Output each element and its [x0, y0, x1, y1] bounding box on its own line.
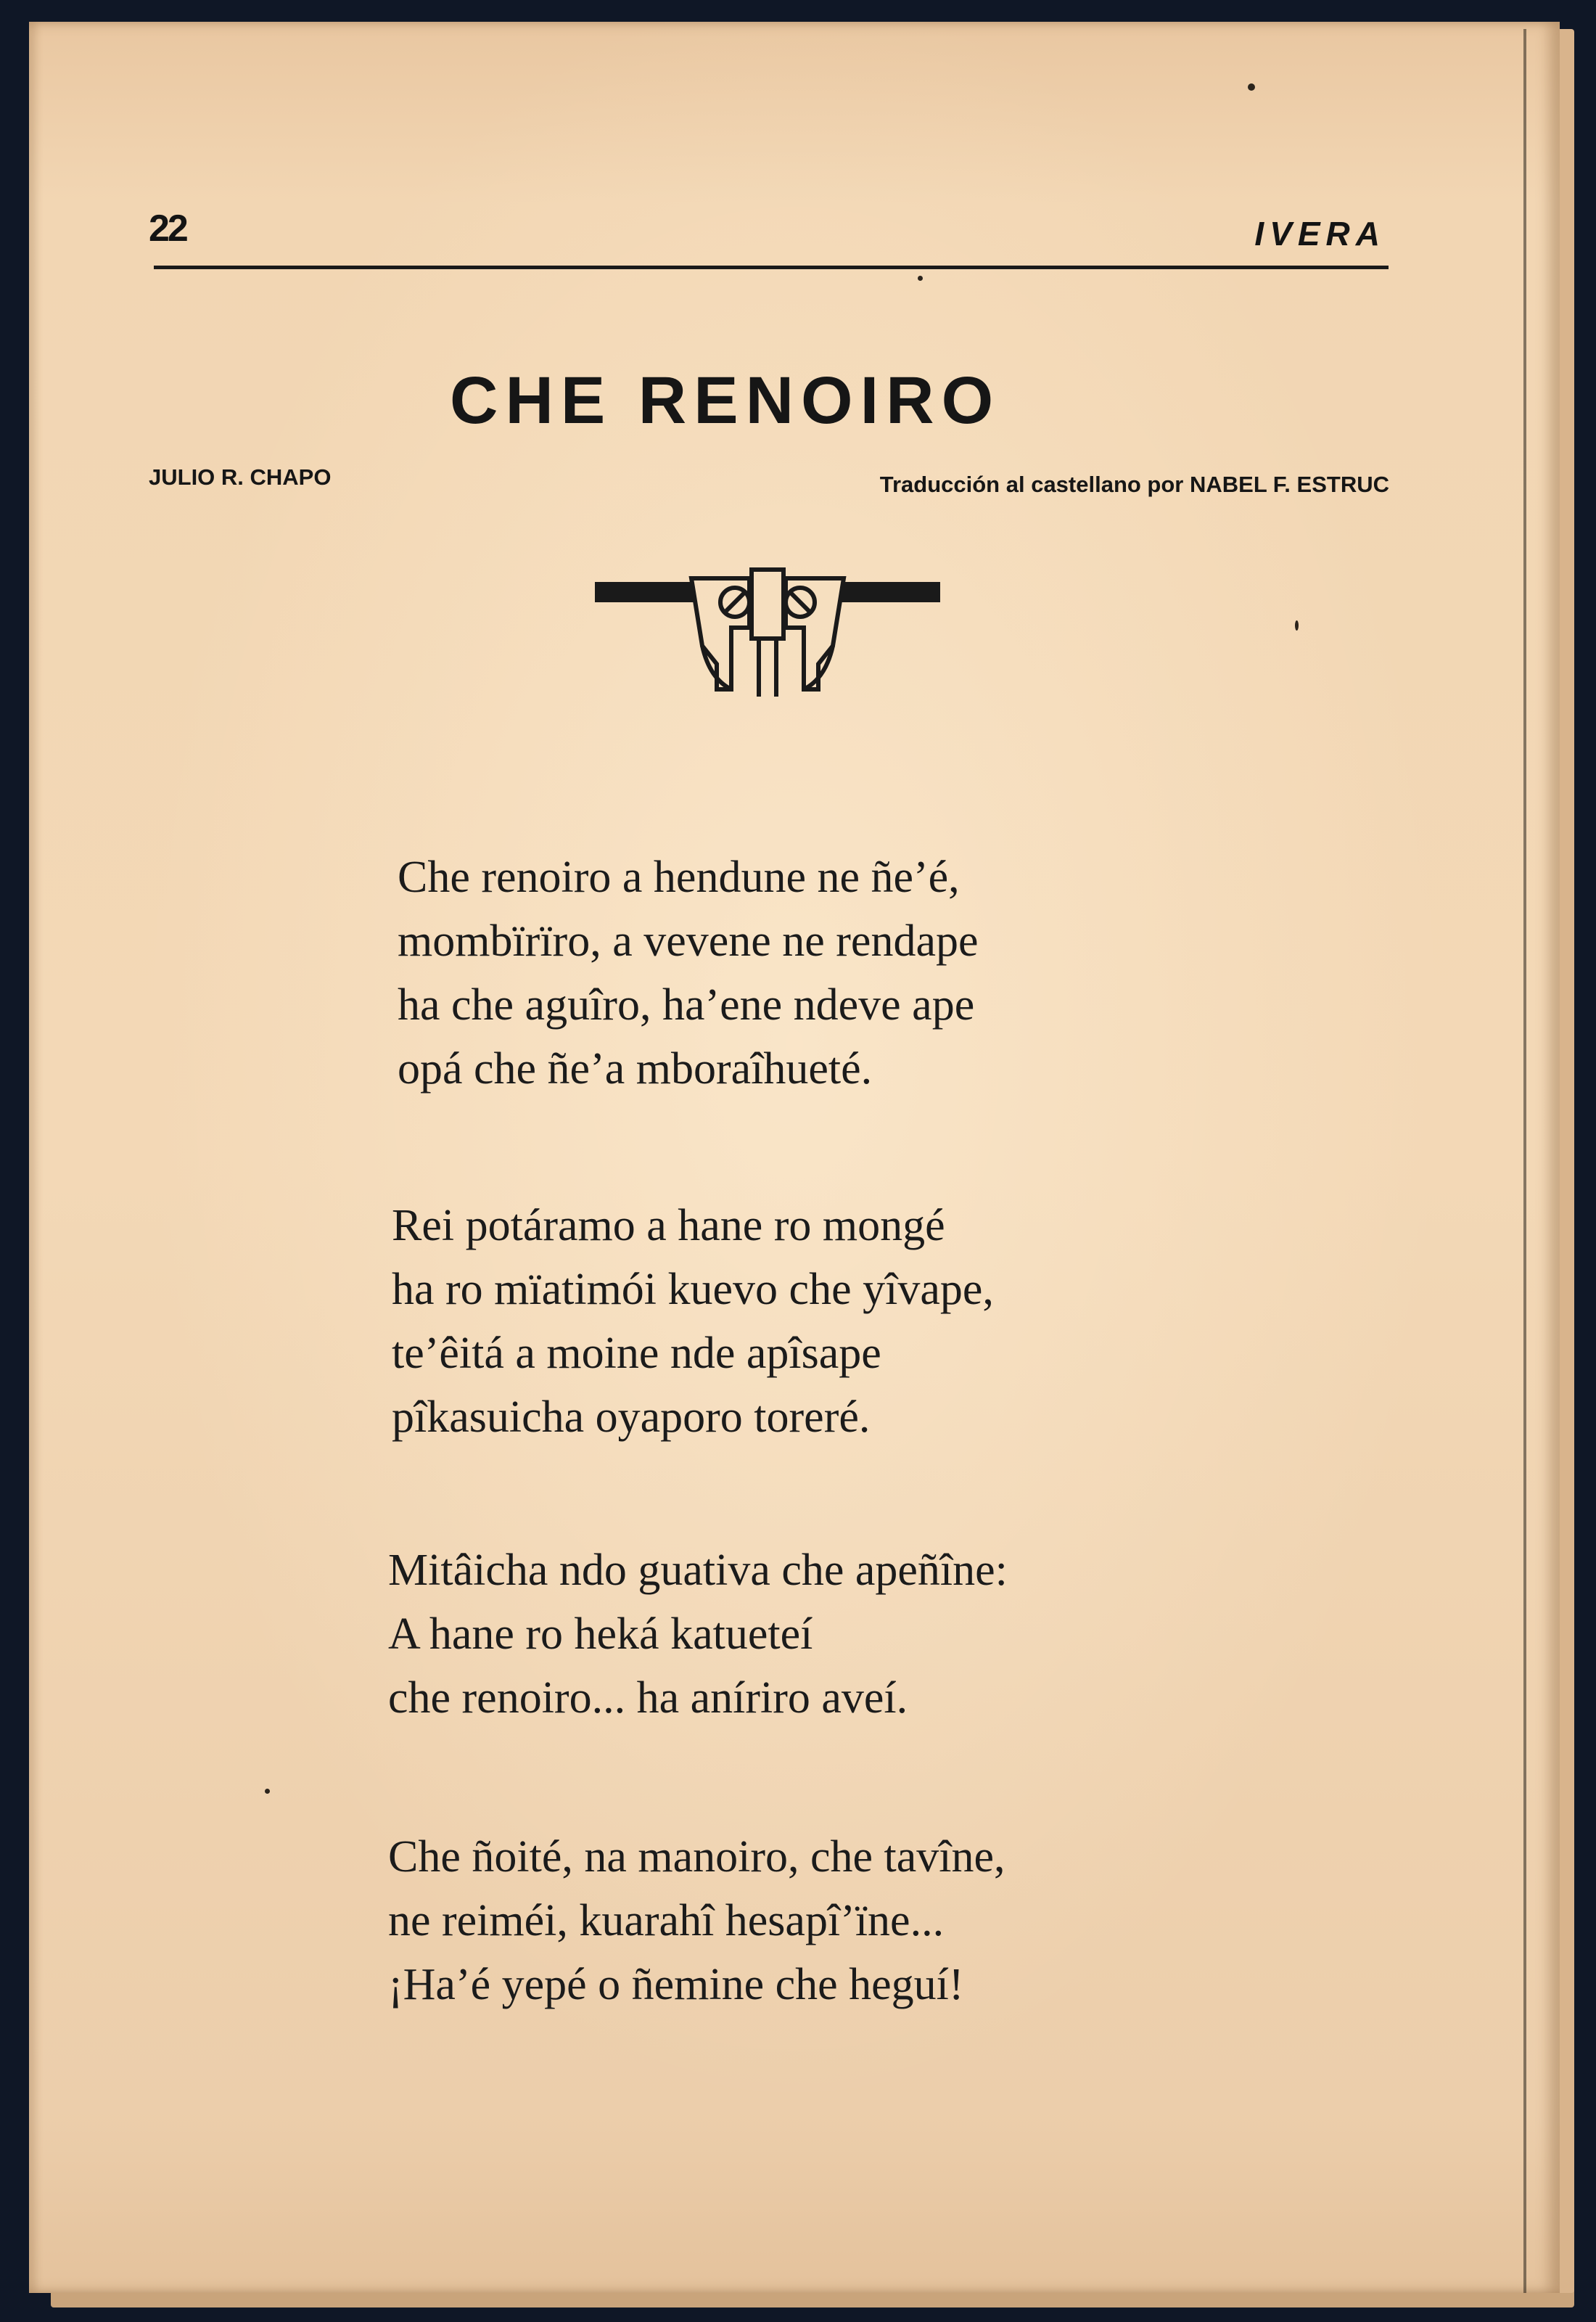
poem-stanza-4	[388, 1825, 1005, 2017]
poem-line: Mitâicha ndo guativa che apeñîne:	[388, 1546, 1008, 1595]
running-header-publication: IVERA	[1254, 215, 1386, 253]
poem-line: che renoiro... ha aníriro aveí.	[388, 1673, 908, 1723]
poem-title: CHE RENOIRO	[450, 364, 1001, 438]
page-number: 22	[149, 208, 186, 250]
ornament-headpiece-icon	[593, 562, 942, 707]
translation-credit: Traducción al castellano por NABEL F. ESTRUC	[879, 472, 1389, 497]
header-rule	[154, 266, 1389, 269]
poem-author: JULIO R. CHAPO	[149, 464, 332, 490]
poem-line: Che ñoité, na manoiro, che tavîne,	[388, 1832, 1005, 1882]
page-fold	[1523, 29, 1526, 2293]
poem-line: opá che ñe’a mboraîhueté.	[398, 1044, 873, 1094]
poem-stanza-1	[398, 845, 979, 1101]
paper-speck	[1248, 83, 1255, 91]
poem-line: Rei potáramo a hane ro mongé	[392, 1201, 945, 1250]
paper-speck	[265, 1789, 270, 1794]
poem-line: pîkasuicha oyaporo toreré.	[392, 1392, 871, 1442]
poem-line: ha ro mïatimói kuevo che yîvape,	[392, 1265, 994, 1314]
poem-line: A hane ro heká katueteí	[388, 1609, 813, 1659]
poem-line: te’êitá a moine nde apîsape	[392, 1329, 881, 1378]
poem-stanza-3	[388, 1538, 1008, 1730]
paper-speck	[918, 276, 923, 281]
poem-line: ne reiméi, kuarahî hesapî’ïne...	[388, 1896, 945, 1945]
poem-stanza-2	[392, 1194, 994, 1449]
poem-line: ¡Ha’é yepé o ñemine che heguí!	[388, 1960, 964, 2009]
paper-speck	[1295, 620, 1299, 631]
poem-line: mombïrïro, a vevene ne rendape	[398, 916, 979, 966]
poem-line: ha che aguîro, ha’ene ndeve ape	[398, 980, 975, 1030]
poem-line: Che renoiro a hendune ne ñe’é,	[398, 853, 960, 902]
